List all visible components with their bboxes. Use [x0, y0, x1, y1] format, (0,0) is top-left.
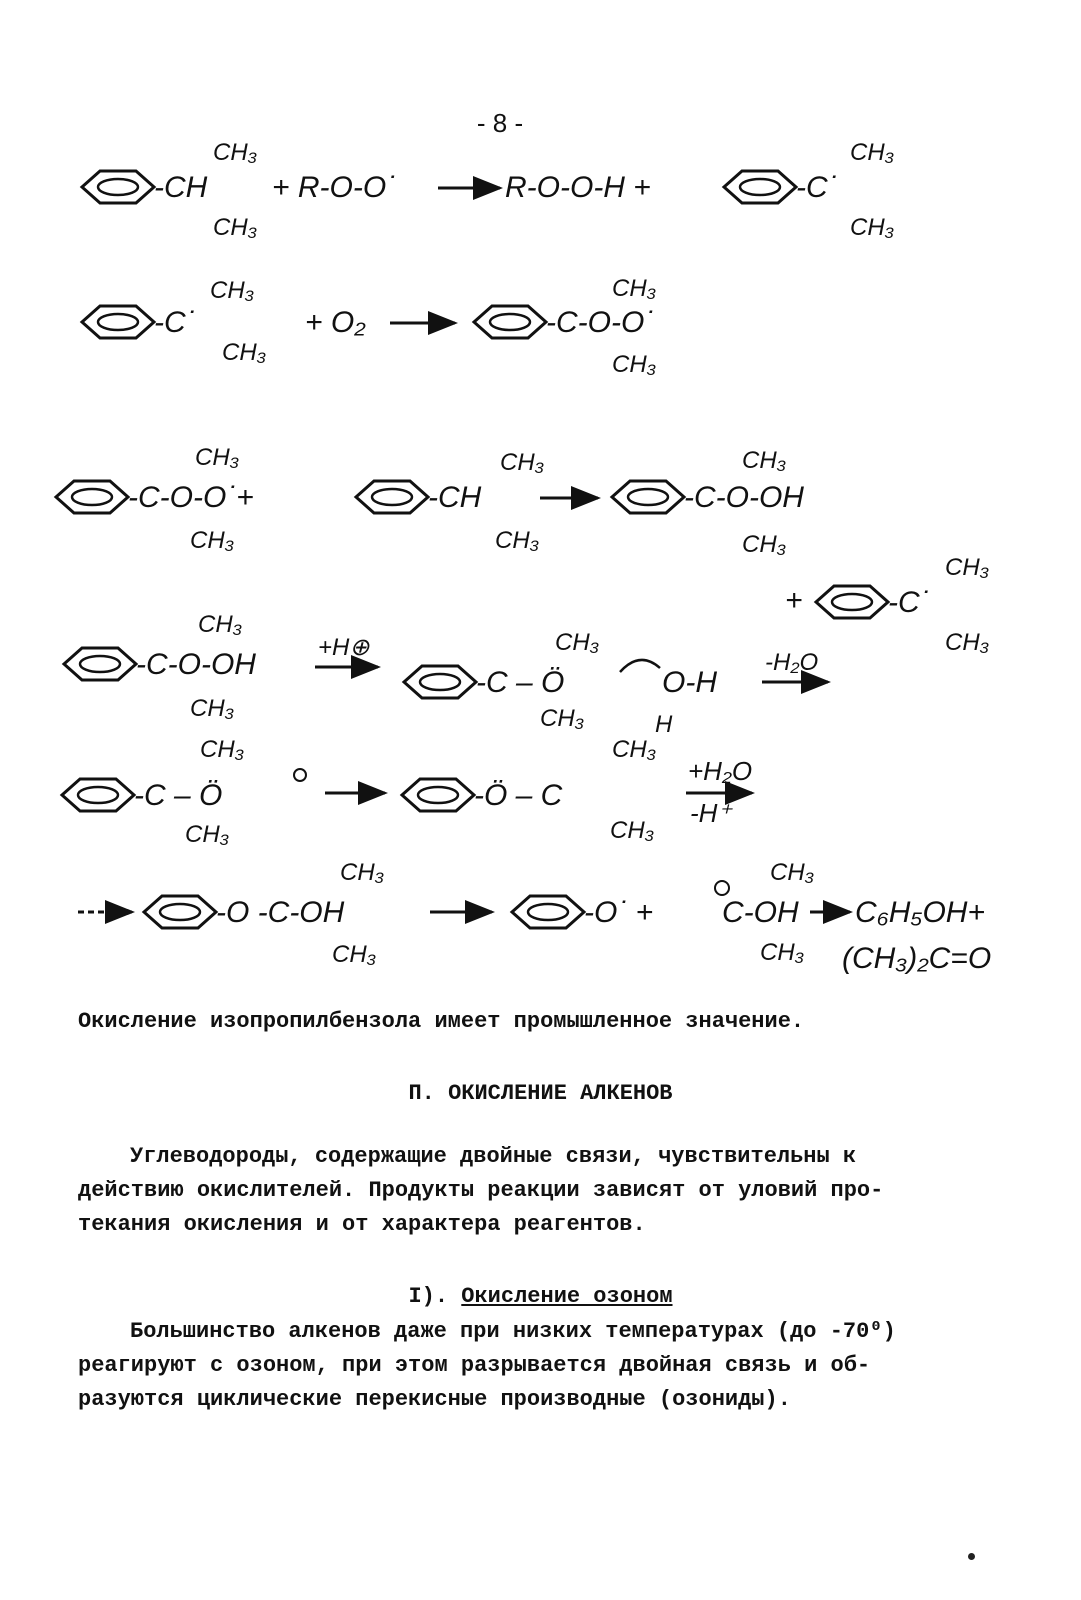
benzene-ring-icon	[64, 648, 136, 680]
group: -O˙ +	[584, 896, 654, 929]
group: -C – Ö	[476, 666, 565, 699]
section-heading: П. ОКИСЛЕНИЕ АЛКЕНОВ	[408, 1081, 673, 1106]
group: -CH	[428, 481, 482, 514]
ch3-bottom: CH₃	[540, 705, 585, 732]
group: -C-O-OH	[684, 481, 804, 514]
reaction-2	[82, 275, 656, 378]
group: -CH	[154, 171, 208, 204]
group: -C˙	[796, 171, 838, 204]
product: C₆H₅OH+	[855, 896, 985, 929]
reagent: + O₂	[305, 306, 366, 339]
condition-bottom: -H⁺	[690, 798, 732, 828]
group: -Ö – C	[474, 779, 563, 812]
paragraph-line: текания окисления и от характера реагентов.	[78, 1212, 646, 1237]
positive-charge-icon	[715, 881, 729, 895]
ch3-bottom: CH₃	[760, 939, 805, 966]
group: -C – Ö	[134, 779, 223, 812]
product: R-O-O-H +	[505, 171, 651, 204]
ch3-bottom: CH₃	[190, 527, 235, 554]
ch3-bottom: CH₃	[190, 695, 235, 722]
paragraph-line: реагируют с озоном, при этом разрывается двойная связь и об-	[78, 1353, 871, 1378]
benzene-ring-icon	[512, 896, 584, 928]
ch3-top: CH₃	[612, 736, 657, 763]
group: -C˙	[888, 586, 930, 619]
paragraph-line: действию окислителей. Продукты реакции зависят от уловий про-	[78, 1178, 884, 1203]
arrow-label: +H⊕	[318, 634, 370, 661]
reaction-scheme	[0, 130, 1081, 1000]
ch3-bottom: CH₃	[850, 214, 895, 241]
reaction-4	[64, 611, 828, 738]
ch3-top: CH₃	[742, 447, 787, 474]
ch3-top: CH₃	[612, 275, 657, 302]
ch3-top: CH₃	[195, 444, 240, 471]
benzene-ring-icon	[82, 306, 154, 338]
benzene-ring-icon	[56, 481, 128, 513]
scan-speck	[968, 1553, 975, 1560]
benzene-ring-icon	[404, 666, 476, 698]
tail: O-H	[662, 666, 717, 699]
electron-shift-arrow	[620, 660, 660, 672]
benzene-ring-icon	[474, 306, 546, 338]
group: -C-O-O˙+	[128, 481, 254, 514]
subsection-title: Окисление озоном	[461, 1284, 673, 1309]
plus: +	[785, 584, 803, 617]
reaction-1	[82, 139, 894, 241]
ch3-top: CH₃	[198, 611, 243, 638]
benzene-ring-icon	[356, 481, 428, 513]
positive-charge-icon	[294, 769, 306, 781]
ch3-top: CH₃	[945, 554, 990, 581]
reaction-5	[62, 736, 752, 848]
paragraph-line: Большинство алкенов даже при низких температурах (до -70⁰)	[130, 1319, 896, 1344]
ch3-top: CH₃	[213, 139, 258, 166]
group: -C˙	[154, 306, 196, 339]
ch3-top: CH₃	[200, 736, 245, 763]
group: -O -C-OH	[216, 896, 345, 929]
group: -C-O-OH	[136, 648, 256, 681]
ch3-bottom: CH₃	[332, 941, 377, 968]
benzene-ring-icon	[82, 171, 154, 203]
ch3-bottom: CH₃	[610, 817, 655, 844]
paragraph-line: Окисление изопропилбензола имеет промышленное значение.	[78, 1009, 805, 1034]
subsection-heading	[0, 1278, 1081, 1316]
ch3-top: CH₃	[340, 859, 385, 886]
group: C-OH	[722, 896, 799, 929]
reaction-6	[78, 859, 991, 975]
ch3-bottom: CH₃	[945, 629, 990, 656]
ch3-bottom: CH₃	[185, 821, 230, 848]
reaction-3	[56, 444, 989, 656]
benzene-ring-icon	[724, 171, 796, 203]
ch3-top: CH₃	[555, 629, 600, 656]
benzene-ring-icon	[816, 586, 888, 618]
paragraph-line: Углеводороды, содержащие двойные связи, чувствительны к	[130, 1144, 857, 1169]
arrow-label: -H₂O	[765, 649, 819, 676]
ch3-bottom: CH₃	[495, 527, 540, 554]
ch3-top: CH₃	[850, 139, 895, 166]
hydrogen: H	[655, 711, 673, 738]
ch3-bottom: CH₃	[742, 531, 787, 558]
ch3-top: CH₃	[500, 449, 545, 476]
condition-top: +H₂O	[688, 756, 753, 786]
ch3-bottom: CH₃	[222, 339, 267, 366]
ch3-bottom: CH₃	[612, 351, 657, 378]
ch3-top: CH₃	[210, 277, 255, 304]
benzene-ring-icon	[612, 481, 684, 513]
subsection-number: I).	[408, 1284, 462, 1309]
benzene-ring-icon	[144, 896, 216, 928]
ch3-bottom: CH₃	[213, 214, 258, 241]
page-number: - 8 -	[476, 108, 524, 138]
group: -C-O-O˙	[546, 306, 655, 339]
ch3-top: CH₃	[770, 859, 815, 886]
reagent: + R-O-O˙	[272, 171, 397, 204]
product: (CH₃)₂C=O	[842, 942, 992, 975]
benzene-ring-icon	[62, 779, 134, 811]
paragraph-line: разуются циклические перекисные производные (озониды).	[78, 1387, 791, 1412]
benzene-ring-icon	[402, 779, 474, 811]
